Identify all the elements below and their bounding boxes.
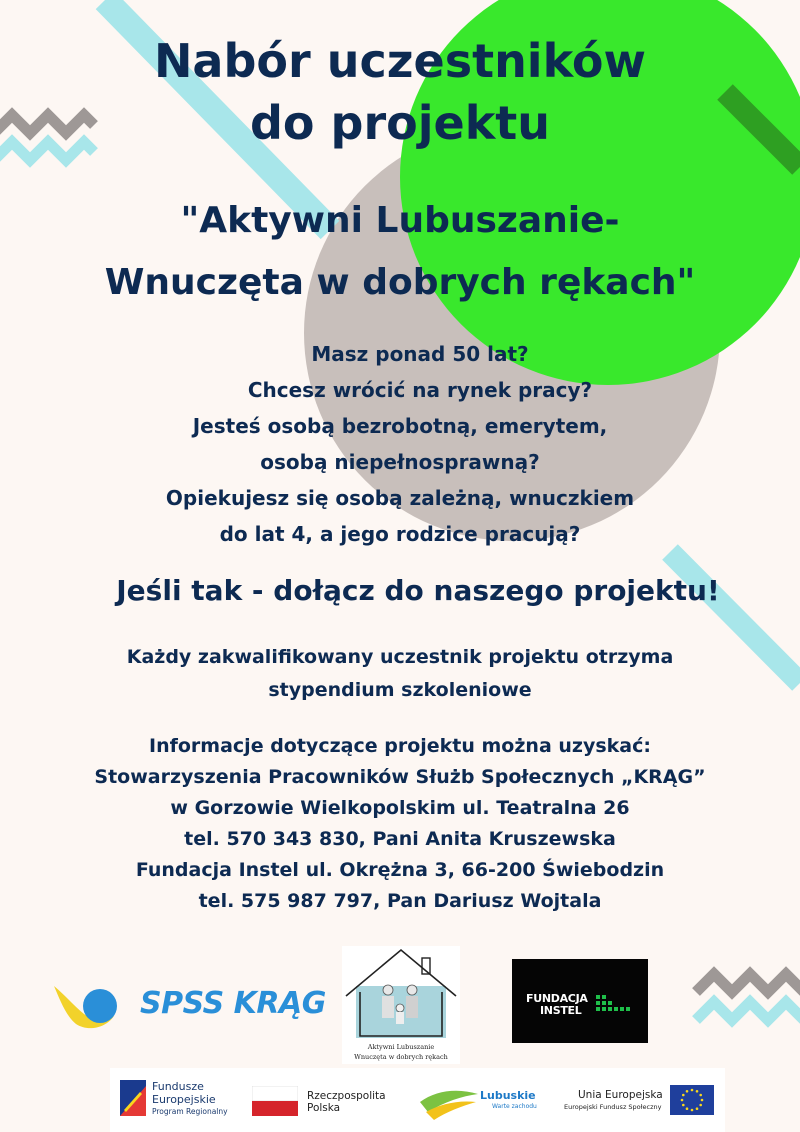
eu-flag-icon (670, 1085, 714, 1115)
contact-line-2: Stowarzyszenia Pracowników Służb Społecznych „KRĄG” (94, 766, 706, 788)
title-line-2: do projektu (249, 96, 551, 150)
question-6: do lat 4, a jego rodzice pracują? (219, 522, 581, 546)
eligibility-questions (0, 336, 800, 552)
house-icon (342, 946, 460, 1042)
instel-line-2: INSTEL (540, 1004, 582, 1017)
question-5: Opiekujesz się osobą zależną, wnuczkiem (165, 486, 635, 510)
lubuskie-text: Lubuskie (480, 1089, 536, 1102)
stipend-line-1: Każdy zakwalifikowany uczestnik projektu otrzyma (126, 646, 674, 668)
contact-line-5: Fundacja Instel ul. Okrężna 3, 66-200 Świebodzin (135, 859, 665, 881)
lubuskie-tagline: Warte zachodu (492, 1103, 537, 1110)
spss-logo-text: SPSS KRĄG (140, 986, 326, 1021)
question-3: Jesteś osobą bezrobotną, emerytem, (192, 414, 608, 438)
contact-info (0, 731, 800, 917)
spss-emblem-icon (52, 976, 132, 1036)
question-2: Chcesz wrócić na rynek pracy? (247, 378, 593, 402)
question-1: Masz ponad 50 lat? (311, 342, 529, 366)
fundacja-instel-logo (512, 959, 648, 1043)
fe-line-2: Europejskie (152, 1093, 216, 1106)
spss-krag-logo (52, 976, 326, 1036)
title-line-1: Nabór uczestników (153, 34, 647, 88)
contact-line-6: tel. 575 987 797, Pan Dariusz Wojtala (198, 890, 602, 912)
contact-line-3: w Gorzowie Wielkopolskim ul. Teatralna 26 (170, 797, 630, 819)
question-4: osobą niepełnosprawną? (260, 450, 540, 474)
house-caption-1: Aktywni Lubuszanie (367, 1043, 435, 1051)
call-to-action: Jeśli tak - dołącz do naszego projektu! (116, 574, 720, 607)
project-house-logo (342, 946, 460, 1064)
funding-logos-bar (110, 1068, 725, 1132)
rp-line-2: Polska (307, 1102, 341, 1114)
ue-line-1: Unia Europejska (578, 1089, 663, 1101)
stipend-info (0, 641, 800, 707)
rp-line-1: Rzeczpospolita (307, 1090, 386, 1102)
project-name (0, 190, 800, 314)
instel-line-1: FUNDACJA (526, 992, 588, 1005)
fe-line-1: Fundusze (152, 1080, 204, 1093)
instel-bars-icon (596, 989, 636, 1019)
project-line-2: Wnuczęta w dobrych rękach" (104, 262, 696, 303)
ue-line-2: Europejski Fundusz Społeczny (564, 1103, 662, 1111)
fundusze-europejskie-icon (120, 1080, 150, 1120)
zigzag-grey-right (696, 974, 800, 992)
page-title (0, 30, 800, 154)
stipend-line-2: stypendium szkoleniowe (268, 679, 532, 701)
zigzag-cyan-right (696, 1002, 800, 1020)
fe-line-3: Program Regionalny (152, 1107, 228, 1116)
contact-line-4: tel. 570 343 830, Pani Anita Kruszewska (184, 828, 616, 850)
project-line-1: "Aktywni Lubuszanie- (180, 200, 620, 241)
lubuskie-emblem-icon (418, 1082, 480, 1122)
house-caption-2: Wnuczęta w dobrych rękach (354, 1053, 448, 1061)
contact-line-1: Informacje dotyczące projektu można uzyskać: (149, 735, 651, 757)
polish-flag-icon (252, 1086, 298, 1116)
